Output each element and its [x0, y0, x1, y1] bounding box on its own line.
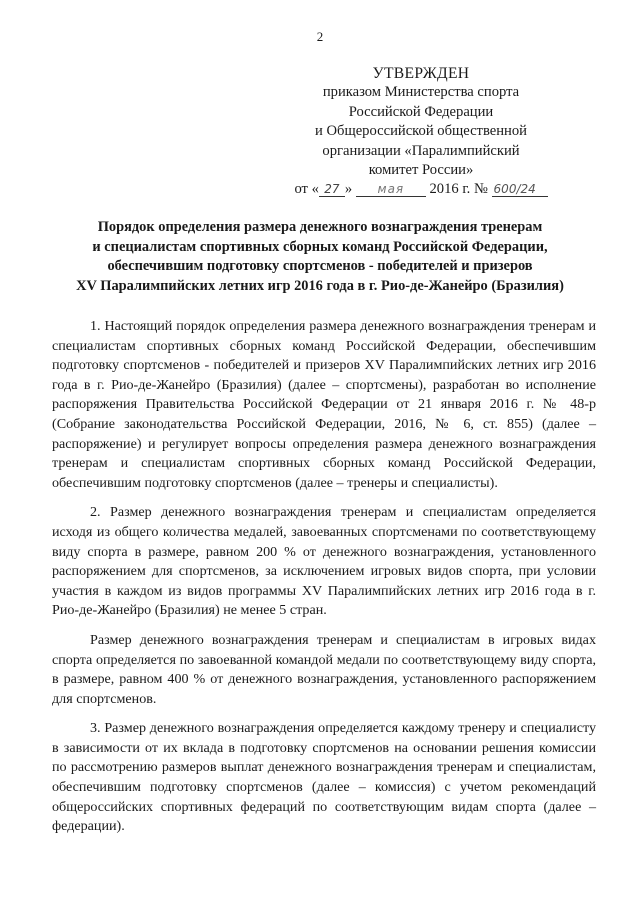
approval-line: Российской Федерации [348, 103, 494, 120]
title-line: XV Паралимпийских летних игр 2016 года в г. Рио-де-Жанейро (Бразилия) [76, 277, 564, 294]
approval-line: организации «Паралимпийский [322, 142, 520, 159]
approval-block [292, 64, 550, 200]
document-body [52, 317, 596, 847]
title-line: Порядок определения размера денежного вознаграждения тренерам [97, 219, 543, 235]
title-line: и специалистам спортивных сборных команд Российской Федерации, [92, 238, 548, 255]
handwritten-order-number: 600/24 [492, 183, 548, 197]
approval-date-line [292, 180, 550, 199]
handwritten-month: мая [356, 183, 426, 197]
approval-line: и Общероссийской общественной [315, 123, 527, 140]
approval-line: комитет России» [368, 162, 474, 179]
approval-stamp: УТВЕРЖДЕН [372, 65, 470, 82]
approval-line: приказом Министерства спорта [322, 84, 520, 101]
handwritten-day: 27 [319, 183, 345, 197]
page-number: 2 [316, 29, 324, 44]
paragraph-2-continued: Размер денежного вознаграждения тренерам и специалистам в игровых видах спорта определяется по завоеванной командой медали по соответствующему виду спорта, в размере, равном 400 % от денежного вознаграждения, установленного распоряжением для спортсменов. [52, 631, 596, 707]
paragraph-2: 2. Размер денежного вознаграждения тренерам и специалистам определяется исходя из общего количества медалей, завоеванных спортсменами по соответствующему виду спорта в размере, равном 200 % от денежного вознаграждения, установленного распоряжением для спортсменов, за исключением игровых видов спорта, при условии участия в каждом из видов программы XV Паралимпийских летних игр 2016 года в г. Рио-де-Жанейро (Бразилия) не менее 5 стран. [52, 504, 596, 619]
document-title [48, 218, 592, 296]
date-prefix: от « [294, 181, 319, 198]
date-year: 2016 г. № [429, 181, 488, 198]
date-mid: » [344, 181, 353, 198]
title-line: обеспечившим подготовку спортсменов - победителей и призеров [107, 258, 533, 275]
paragraph-3: 3. Размер денежного вознаграждения определяется каждому тренеру и специалисту в зависимости от их вклада в подготовку спортсменов на основании решения комиссии по рассмотрению размеров выплат денежного вознаграждения тренерам и специалистам, обеспечившим подготовку спортсменов (далее – комиссия) с учетом рекомендаций общероссийских спортивных федераций по соответствующим видам спорта (далее – федерации). [52, 720, 596, 835]
paragraph-1: 1. Настоящий порядок определения размера денежного вознаграждения тренерам и специалистам спортивных сборных команд Российской Федерации, обеспечившим подготовку спортсменов - победителей и призеров XV Паралимпийских летних игр 2016 года в г. Рио-де-Жанейро (Бразилия) (далее – спортсмены), разработан во исполнение распоряжения Правительства Российской Федерации от 21 января 2016 г. № 48-р (Собрание законодательства Российской Федерации, 2016, № 6, ст. 855) (далее – распоряжение) и регулирует вопросы определения размера денежного вознаграждения тренерам и специалистам спортивных сборных команд Российской Федерации, обеспечившим подготовку спортсменов (далее – тренеры и специалисты). [52, 318, 596, 491]
